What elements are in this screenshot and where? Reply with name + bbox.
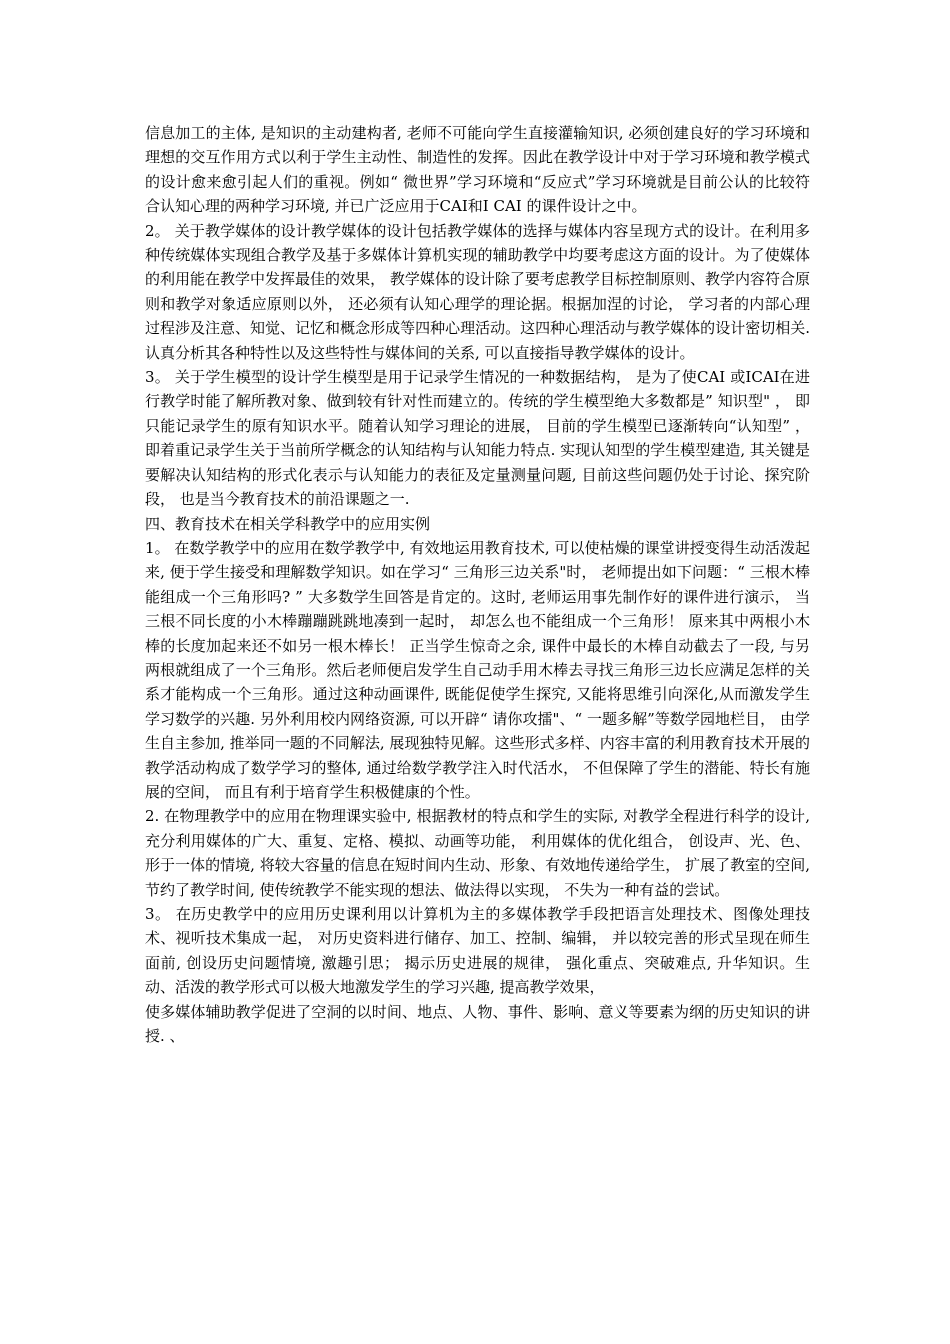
document-body <box>145 121 810 1048</box>
section-heading: 四、教育技术在相关学科教学中的应用实例 <box>145 514 431 533</box>
paragraph-history-continued: 使多媒体辅助教学促进了空洞的以时间、地点、人物、事件、影响、意义等要素为纲的历史知识的讲授. 、 <box>145 1002 810 1046</box>
paragraph-intro: 信息加工的主体, 是知识的主动建构者, 老师不可能向学生直接灌输知识, 必须创建良好的学习环境和理想的交互作用方式以利于学生主动性、制造性的发挥。因此在教学设计中对于学习环境和教学模式的设计愈来愈引起人们的重视。例如“ 微世界”学习环境和“反应式”学习环境就是目前公认的比较符合认知心理的两种学习环境, 并已广泛应用于CAI和I CAI 的课件设计之中。 <box>145 124 810 216</box>
paragraph-math: 1。 在数学教学中的应用在数学教学中, 有效地运用教育技术, 可以使枯燥的课堂讲授变得生动活泼起来, 便于学生接受和理解数学知识。如在学习“ 三角形三边关系"时， 老师提出如下问题：“ 三根木棒能组成一个三角形吗? ” 大多数学生回答是肯定的。这时, 老师运用事先制作好的课件进行演示， 当三根不同长度的小木棒蹦蹦跳跳地凑到一起时， 却怎么也不能组成一个三角形！ 原来其中两根小木棒的长度加起来还不如另一根木棒长！ 正当学生惊奇之余, 课件中最长的木棒自动截去了一段, 与另两根就组成了一个三角形。然后老师便启发学生自己动手用木棒去寻找三角形三边长应满足怎样的关系才能构成一个三角形。通过这种动画课件, 既能促使学生探究, 又能将思维引向深化,从而激发学生学习数学的兴趣. 另外利用校内网络资源, 可以开辟“ 请你攻擂"、“ 一题多解”等数学园地栏目， 由学生自主参加, 推举同一题的不同解法, 展现独特见解。这些形式多样、内容丰富的利用教育技术开展的教学活动构成了数学学习的整体, 通过给数学教学注入时代活水， 不但保障了学生的潜能、特长有施展的空间， 而且有利于培育学生积极健康的个性。 <box>145 538 810 801</box>
paragraph-history: 3。 在历史教学中的应用历史课利用以计算机为主的多媒体教学手段把语言处理技术、图像处理技术、视听技术集成一起， 对历史资料进行储存、加工、控制、编辑， 并以较完善的形式呈现在师生面前, 创设历史问题情境, 激趣引思； 揭示历史进展的规律， 强化重点、突破难点, 升华知识。生动、活泼的教学形式可以极大地激发学生的学习兴趣, 提高教学效果， <box>145 905 810 997</box>
paragraph-media-design: 2。 关于教学媒体的设计教学媒体的设计包括教学媒体的选择与媒体内容呈现方式的设计。在利用多种传统媒体实现组合教学及基于多媒体计算机实现的辅助教学中均要考虑这方面的设计。为了使媒体的利用能在教学中发挥最佳的效果， 教学媒体的设计除了要考虑教学目标控制原则、教学内容符合原则和教学对象适应原则以外， 还必须有认知心理学的理论据。根据加涅的讨论， 学习者的内部心理过程涉及注意、知觉、记忆和概念形成等四种心理活动。这四种心理活动与教学媒体的设计密切相关. 认真分析其各种特性以及这些特性与媒体间的关系, 可以直接指导教学媒体的设计。 <box>145 221 810 362</box>
paragraph-student-model: 3。 关于学生模型的设计学生模型是用于记录学生情况的一种数据结构， 是为了使CAI 或ICAI在进行教学时能了解所教对象、做到较有针对性而建立的。传统的学生模型绝大多数都是” 知识型" ， 即只能记录学生的原有知识水平。随着认知学习理论的进展， 目前的学生模型已逐渐转向“认知型” ， 即着重记录学生关于当前所学概念的认知结构与认知能力特点. 实现认知型的学生模型建造, 其关键是要解决认知结构的形式化表示与认知能力的表征及定量测量问题, 目前这些问题仍处于讨论、探究阶段， 也是当今教育技术的前沿课题之一. <box>145 368 810 509</box>
paragraph-physics: 2. 在物理教学中的应用在物理课实验中, 根据教材的特点和学生的实际, 对教学全程进行科学的设计, 充分利用媒体的广大、重复、定格、模拟、动画等功能， 利用媒体的优化组合， 创设声、光、色、形于一体的情境, 将较大容量的信息在短时间内生动、形象、有效地传递给学生， 扩展了教室的空间, 节约了教学时间, 使传统教学不能实现的想法、做法得以实现， 不失为一种有益的尝试。 <box>145 807 810 899</box>
